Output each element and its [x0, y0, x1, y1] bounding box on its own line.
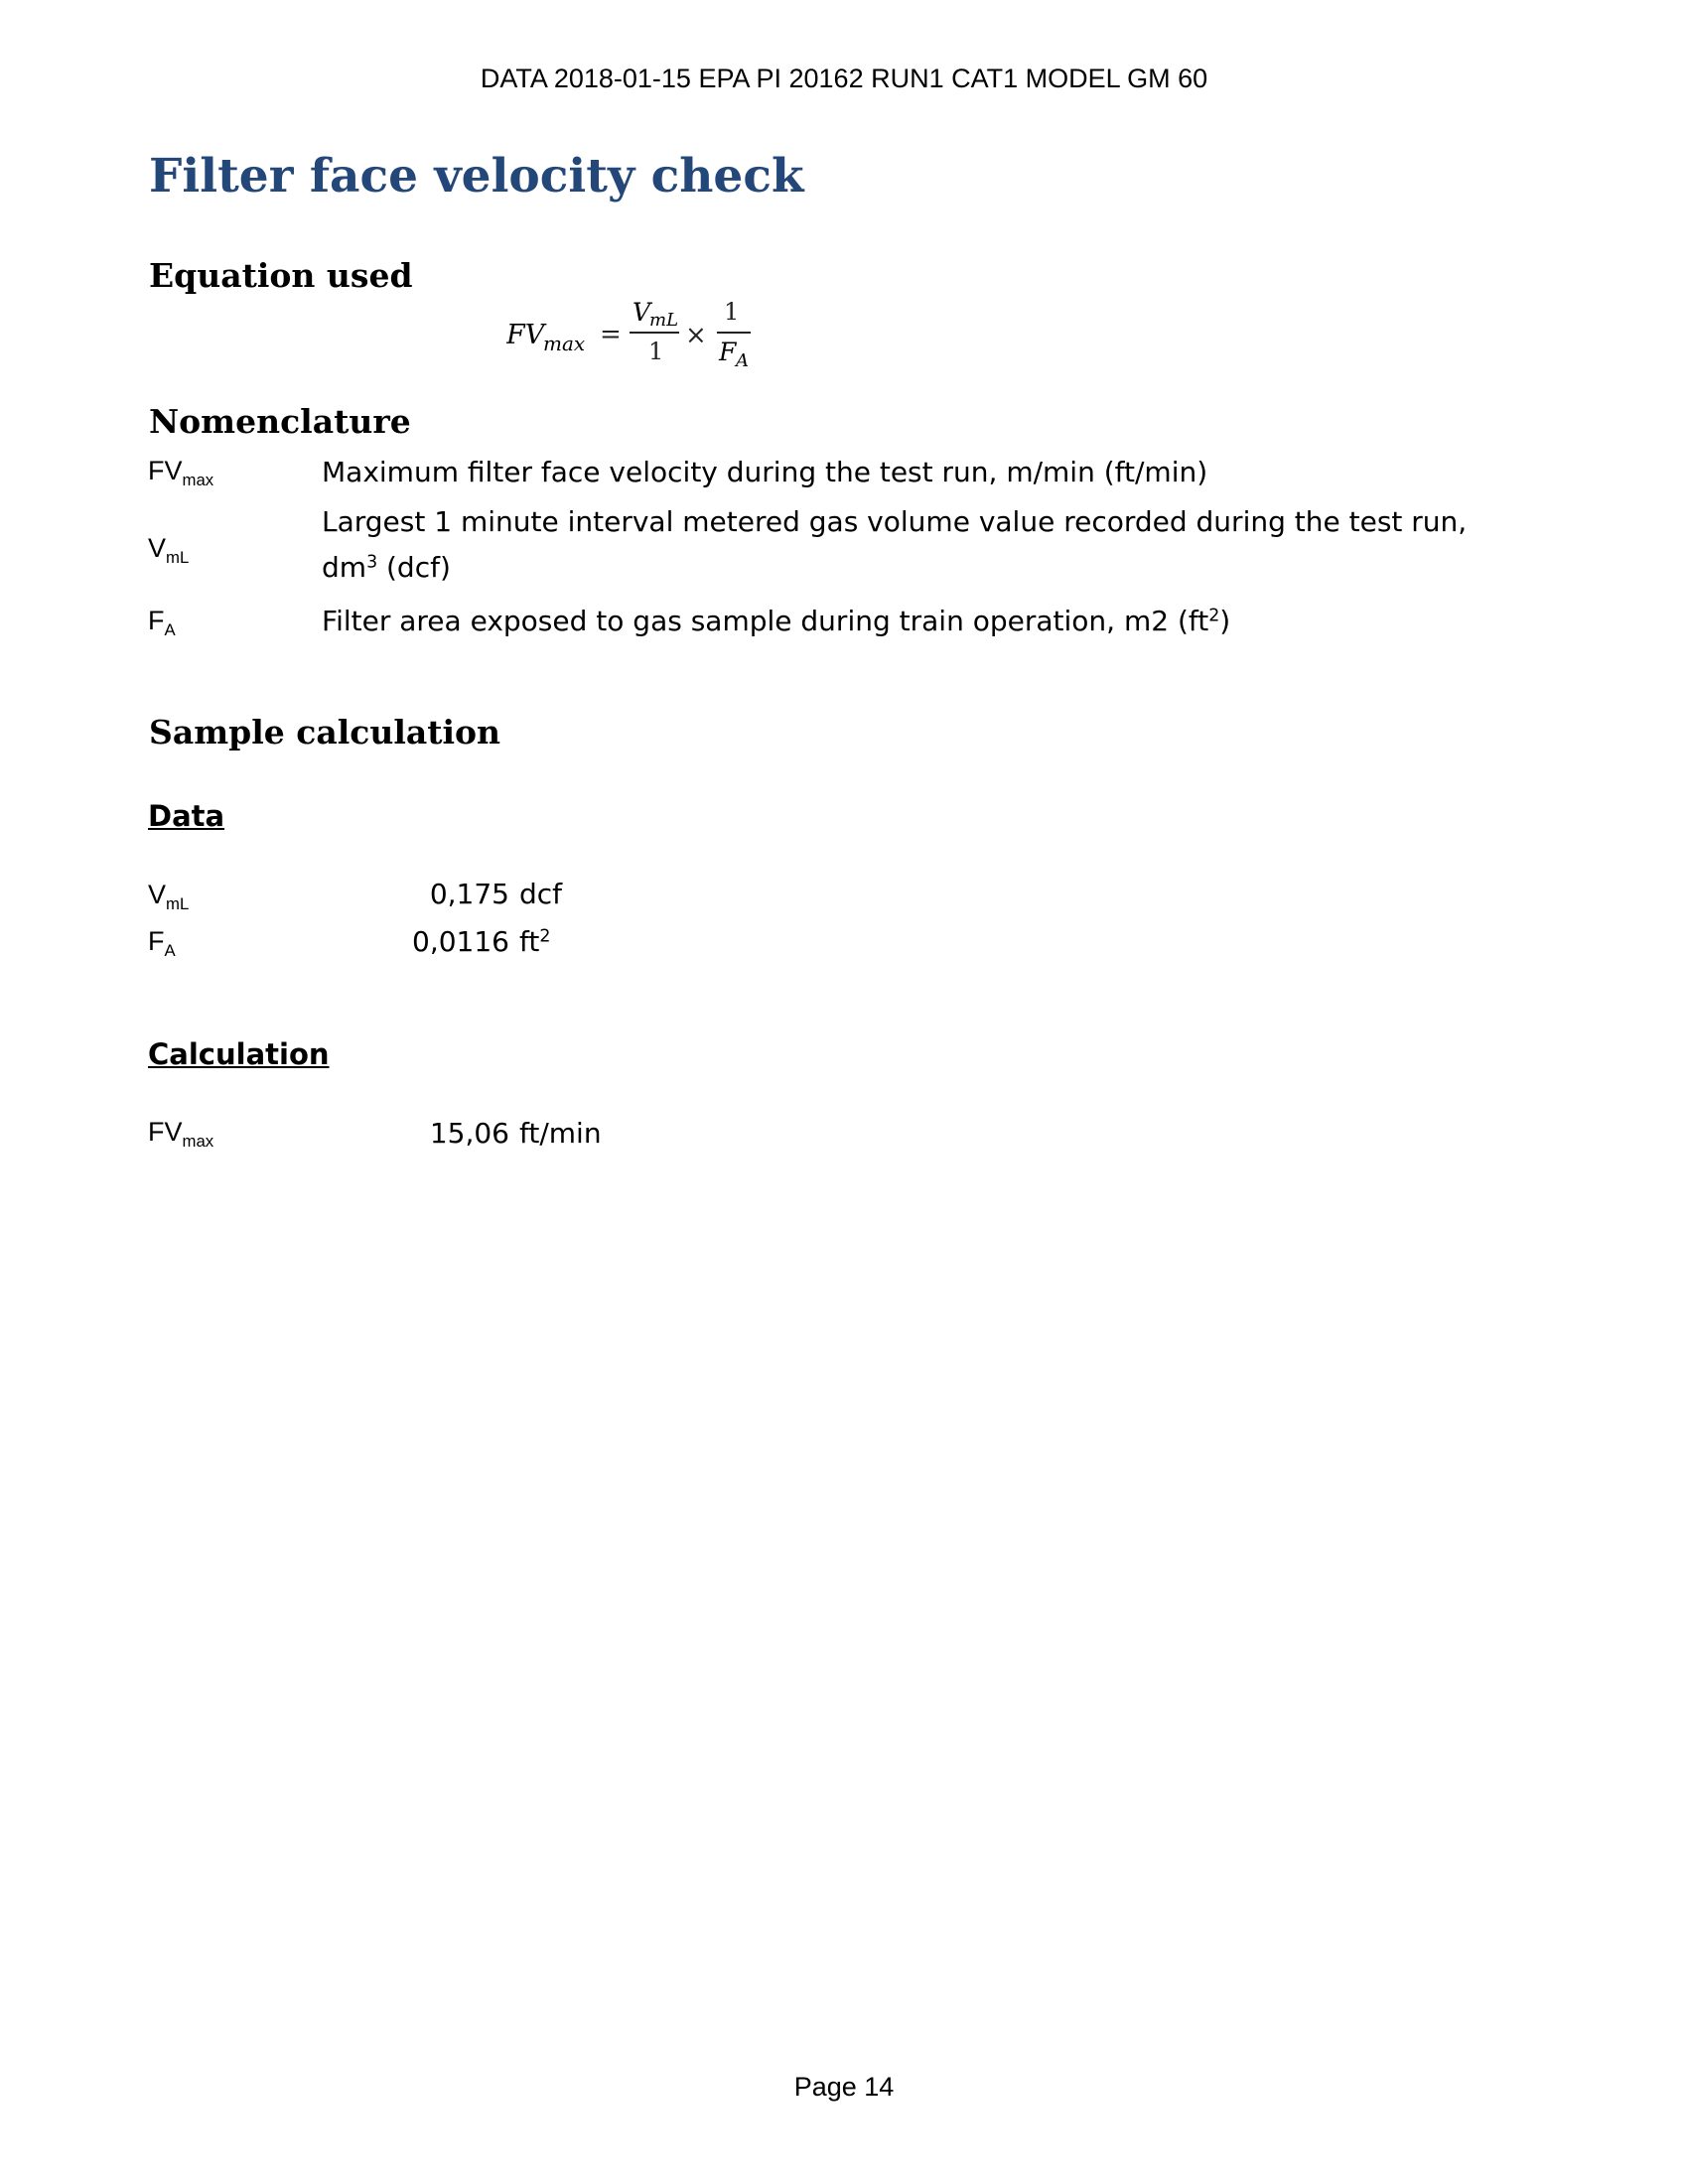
eq-lhs-main: FV — [506, 320, 545, 350]
calc-value-fvmax: 15,06 — [429, 1117, 509, 1150]
nomenclature-desc-fvmax: Maximum filter face velocity during the test run, m/min (ft/min) — [322, 456, 1208, 488]
calculation-subheading: Calculation — [148, 1037, 330, 1071]
page-number: Page 14 — [793, 2072, 895, 2102]
nomenclature-symbol-vml: $V_{mL}$ — [148, 533, 190, 567]
nomenclature-heading: Nomenclature — [149, 402, 411, 441]
eq-num1-main: V — [633, 298, 651, 327]
nomenclature-desc-vml-line1: Largest 1 minute interval metered gas volume value recorded during the test run, — [322, 505, 1468, 538]
data-symbol-fa: $F_A$ — [148, 926, 176, 960]
data-value-fa: 0,0116 — [412, 925, 509, 958]
eq-den2-main: F — [719, 338, 737, 366]
data-subheading: Data — [148, 799, 225, 833]
equation-formula — [506, 293, 774, 377]
sample-calculation-heading: Sample calculation — [149, 713, 501, 751]
eq-times: × — [685, 321, 707, 350]
equation-heading: Equation used — [149, 256, 413, 295]
nomenclature-symbol-fvmax: $FV_{max}$ — [148, 456, 214, 489]
document-header: DATA 2018-01-15 EPA PI 20162 RUN1 CAT1 MODEL GM 60 — [480, 64, 1208, 93]
eq-den1: 1 — [648, 338, 664, 365]
calc-symbol-fvmax: $FV_{max}$ — [148, 1117, 214, 1151]
nomenclature-symbol-fa: $F_A$ — [148, 606, 176, 639]
eq-den2-sub: A — [736, 350, 749, 371]
calc-unit-fvmax: ft/min — [519, 1117, 602, 1150]
eq-num2: 1 — [724, 298, 740, 326]
eq-equals: = — [600, 320, 622, 349]
eq-num1-sub: mL — [649, 310, 679, 331]
data-symbol-vml: $V_{mL}$ — [148, 880, 190, 913]
nomenclature-desc-fa: Filter area exposed to gas sample during train operation, m2 $(ft^2)$ — [322, 605, 1231, 637]
nomenclature-desc-vml-line2: $dm^3$ (dcf) — [322, 551, 451, 584]
data-value-vml: 0,175 — [429, 878, 509, 910]
page-title: Filter face velocity check — [149, 149, 804, 204]
data-unit-fa: $ft^2$ — [519, 925, 551, 958]
eq-lhs-sub: max — [543, 332, 586, 355]
data-unit-vml: dcf — [519, 878, 563, 910]
